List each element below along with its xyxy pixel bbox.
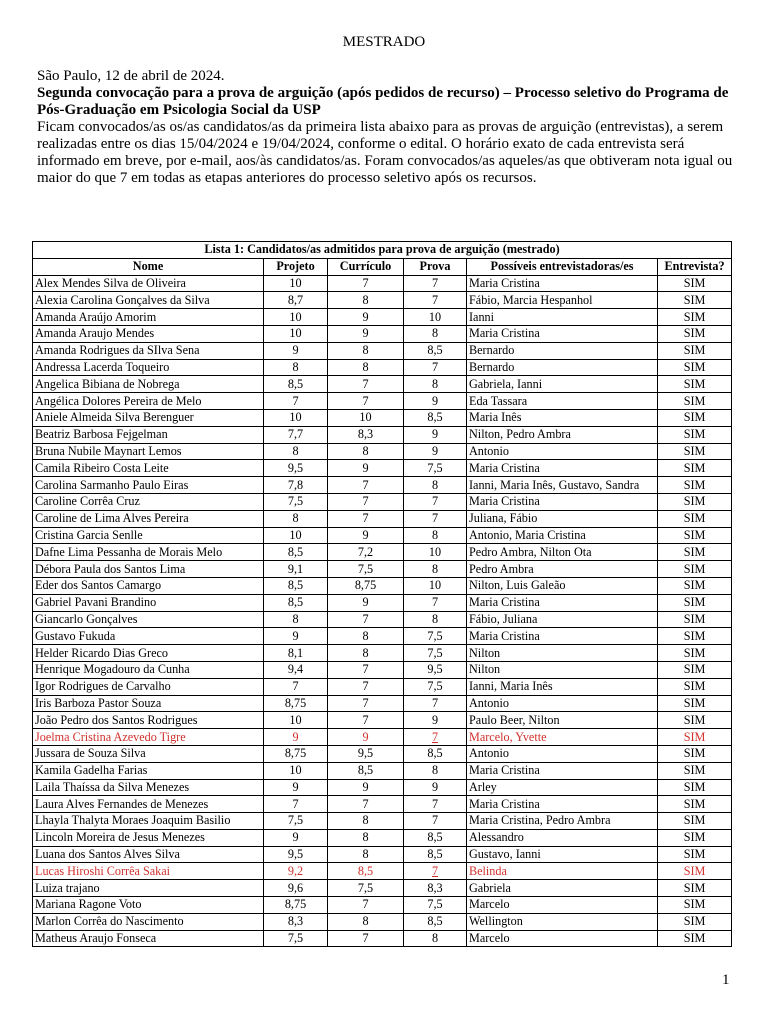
cell-projeto: 8 bbox=[264, 510, 328, 527]
candidates-table bbox=[32, 241, 732, 947]
cell-projeto: 8,75 bbox=[264, 745, 328, 762]
cell-curriculo: 8 bbox=[328, 342, 404, 359]
cell-entrevista: SIM bbox=[658, 863, 732, 880]
cell-entrevista: SIM bbox=[658, 930, 732, 947]
cell-curriculo: 7,2 bbox=[328, 544, 404, 561]
cell-nome: Amanda Araújo Amorim bbox=[33, 309, 264, 326]
cell-entrevista: SIM bbox=[658, 813, 732, 830]
cell-projeto: 7,5 bbox=[264, 813, 328, 830]
cell-curriculo: 7 bbox=[328, 477, 404, 494]
table-row bbox=[33, 510, 732, 527]
cell-prova: 8,5 bbox=[404, 846, 467, 863]
cell-prova: 7 bbox=[404, 510, 467, 527]
cell-entrevista: SIM bbox=[658, 275, 732, 292]
cell-projeto: 9,4 bbox=[264, 661, 328, 678]
cell-entrevista: SIM bbox=[658, 645, 732, 662]
cell-prova: 8,5 bbox=[404, 829, 467, 846]
cell-projeto: 7,8 bbox=[264, 477, 328, 494]
cell-projeto: 9 bbox=[264, 729, 328, 746]
cell-prova: 8,5 bbox=[404, 745, 467, 762]
cell-entrevista: SIM bbox=[658, 729, 732, 746]
cell-prova bbox=[404, 863, 467, 880]
cell-projeto: 9,1 bbox=[264, 561, 328, 578]
cell-nome: Matheus Araujo Fonseca bbox=[33, 930, 264, 947]
cell-nome: Alex Mendes Silva de Oliveira bbox=[33, 275, 264, 292]
underlined-score: 7 bbox=[431, 863, 439, 878]
cell-entrevistadores: Paulo Beer, Nilton bbox=[467, 712, 658, 729]
cell-nome: Jussara de Souza Silva bbox=[33, 745, 264, 762]
cell-nome: Luiza trajano bbox=[33, 880, 264, 897]
cell-entrevista: SIM bbox=[658, 594, 732, 611]
cell-nome: Eder dos Santos Camargo bbox=[33, 577, 264, 594]
cell-entrevistadores: Ianni, Maria Inês bbox=[467, 678, 658, 695]
table-row bbox=[33, 409, 732, 426]
document-title: Segunda convocação para a prova de arguição (após pedidos de recurso) – Processo seletivo do Programa de Pós-Graduação em Psicologia Social da USP bbox=[37, 85, 729, 118]
cell-curriculo: 8,3 bbox=[328, 426, 404, 443]
cell-entrevistadores: Gabriela bbox=[467, 880, 658, 897]
table-row bbox=[33, 309, 732, 326]
cell-nome: Giancarlo Gonçalves bbox=[33, 611, 264, 628]
cell-entrevistadores: Maria Cristina bbox=[467, 460, 658, 477]
cell-entrevistadores: Antonio, Maria Cristina bbox=[467, 527, 658, 544]
cell-entrevistadores: Juliana, Fábio bbox=[467, 510, 658, 527]
table-row bbox=[33, 695, 732, 712]
cell-entrevistadores: Arley bbox=[467, 779, 658, 796]
cell-entrevistadores: Maria Cristina bbox=[467, 628, 658, 645]
cell-nome: Luana dos Santos Alves Silva bbox=[33, 846, 264, 863]
table-row bbox=[33, 645, 732, 662]
cell-projeto: 8,5 bbox=[264, 544, 328, 561]
cell-curriculo: 9 bbox=[328, 309, 404, 326]
cell-prova: 9 bbox=[404, 443, 467, 460]
cell-curriculo: 9 bbox=[328, 594, 404, 611]
table-row bbox=[33, 897, 732, 914]
cell-curriculo: 10 bbox=[328, 409, 404, 426]
cell-entrevistadores: Maria Inês bbox=[467, 409, 658, 426]
cell-entrevista: SIM bbox=[658, 426, 732, 443]
cell-entrevista: SIM bbox=[658, 611, 732, 628]
cell-curriculo: 7 bbox=[328, 897, 404, 914]
cell-entrevista: SIM bbox=[658, 460, 732, 477]
cell-entrevistadores: Maria Cristina, Pedro Ambra bbox=[467, 813, 658, 830]
cell-curriculo: 7 bbox=[328, 275, 404, 292]
cell-projeto: 8,75 bbox=[264, 695, 328, 712]
cell-nome: Laura Alves Fernandes de Menezes bbox=[33, 796, 264, 813]
table-caption: Lista 1: Candidatos/as admitidos para prova de arguição (mestrado) bbox=[33, 242, 732, 259]
table-row bbox=[33, 712, 732, 729]
cell-curriculo: 9 bbox=[328, 729, 404, 746]
cell-prova: 7 bbox=[404, 695, 467, 712]
cell-curriculo: 8 bbox=[328, 443, 404, 460]
cell-nome: Angelica Bibiana de Nobrega bbox=[33, 376, 264, 393]
cell-prova: 8 bbox=[404, 325, 467, 342]
cell-entrevista: SIM bbox=[658, 745, 732, 762]
cell-entrevistadores: Maria Cristina bbox=[467, 762, 658, 779]
table-row bbox=[33, 359, 732, 376]
cell-projeto: 7 bbox=[264, 678, 328, 695]
table-row bbox=[33, 342, 732, 359]
cell-projeto: 7 bbox=[264, 393, 328, 410]
cell-entrevistadores: Marcelo, Yvette bbox=[467, 729, 658, 746]
cell-nome: Igor Rodrigues de Carvalho bbox=[33, 678, 264, 695]
cell-entrevista: SIM bbox=[658, 880, 732, 897]
cell-entrevistadores: Maria Cristina bbox=[467, 275, 658, 292]
table-row bbox=[33, 477, 732, 494]
body-paragraph: Ficam convocados/as os/as candidatos/as da primeira lista abaixo para as provas de arguição (entrevistas), a serem realizadas entre os dias 15/04/2024 e 19/04/2024, conforme o edital. O horário exato de cada entrevista será informado em breve, por e-mail, aos/às candidatos/as. Foram convocados/as aqueles/as que obtiveram nota igual ou maior do que 7 em todas as etapas anteriores do processo seletivo após os recursos. bbox=[37, 119, 733, 186]
table-row bbox=[33, 880, 732, 897]
cell-entrevistadores: Alessandro bbox=[467, 829, 658, 846]
cell-prova: 8 bbox=[404, 527, 467, 544]
cell-projeto: 9 bbox=[264, 829, 328, 846]
cell-projeto: 7,5 bbox=[264, 493, 328, 510]
cell-entrevistadores: Ianni, Maria Inês, Gustavo, Sandra bbox=[467, 477, 658, 494]
header-projeto: Projeto bbox=[264, 258, 328, 275]
cell-entrevistadores: Marcelo bbox=[467, 930, 658, 947]
table-row bbox=[33, 678, 732, 695]
cell-entrevistadores: Fábio, Juliana bbox=[467, 611, 658, 628]
cell-curriculo: 9 bbox=[328, 779, 404, 796]
cell-entrevistadores: Antonio bbox=[467, 695, 658, 712]
cell-prova: 9,5 bbox=[404, 661, 467, 678]
cell-entrevistadores: Maria Cristina bbox=[467, 325, 658, 342]
cell-entrevistadores: Pedro Ambra, Nilton Ota bbox=[467, 544, 658, 561]
table-row bbox=[33, 426, 732, 443]
cell-curriculo: 7 bbox=[328, 796, 404, 813]
cell-projeto: 10 bbox=[264, 275, 328, 292]
cell-prova: 8 bbox=[404, 561, 467, 578]
cell-entrevistadores: Maria Cristina bbox=[467, 493, 658, 510]
cell-entrevista: SIM bbox=[658, 292, 732, 309]
cell-projeto: 7,7 bbox=[264, 426, 328, 443]
table-row bbox=[33, 376, 732, 393]
cell-nome: Caroline Corrêa Cruz bbox=[33, 493, 264, 510]
cell-prova: 8 bbox=[404, 376, 467, 393]
cell-entrevistadores: Nilton, Pedro Ambra bbox=[467, 426, 658, 443]
table-row bbox=[33, 930, 732, 947]
cell-prova: 8 bbox=[404, 930, 467, 947]
cell-nome: Gustavo Fukuda bbox=[33, 628, 264, 645]
cell-prova: 8,3 bbox=[404, 880, 467, 897]
cell-projeto: 10 bbox=[264, 712, 328, 729]
cell-projeto: 9 bbox=[264, 779, 328, 796]
cell-nome: Laila Thaíssa da Silva Menezes bbox=[33, 779, 264, 796]
cell-entrevistadores: Nilton, Luis Galeão bbox=[467, 577, 658, 594]
table-row bbox=[33, 460, 732, 477]
cell-entrevista: SIM bbox=[658, 443, 732, 460]
cell-entrevistadores: Antonio bbox=[467, 745, 658, 762]
cell-prova: 9 bbox=[404, 393, 467, 410]
cell-prova: 7 bbox=[404, 594, 467, 611]
table-row bbox=[33, 913, 732, 930]
cell-projeto: 9,6 bbox=[264, 880, 328, 897]
cell-prova bbox=[404, 729, 467, 746]
table-row bbox=[33, 863, 732, 880]
table-header-row bbox=[33, 258, 732, 275]
table-row bbox=[33, 745, 732, 762]
cell-entrevista: SIM bbox=[658, 393, 732, 410]
cell-nome: Helder Ricardo Dias Greco bbox=[33, 645, 264, 662]
cell-projeto: 8,7 bbox=[264, 292, 328, 309]
cell-nome: Beatriz Barbosa Fejgelman bbox=[33, 426, 264, 443]
cell-prova: 7 bbox=[404, 275, 467, 292]
cell-nome: Marlon Corrêa do Nascimento bbox=[33, 913, 264, 930]
cell-entrevista: SIM bbox=[658, 477, 732, 494]
cell-prova: 8,5 bbox=[404, 342, 467, 359]
cell-entrevistadores: Antonio bbox=[467, 443, 658, 460]
table-row bbox=[33, 779, 732, 796]
table-row bbox=[33, 661, 732, 678]
table-row bbox=[33, 796, 732, 813]
cell-projeto: 10 bbox=[264, 309, 328, 326]
cell-entrevista: SIM bbox=[658, 325, 732, 342]
cell-entrevistadores: Maria Cristina bbox=[467, 594, 658, 611]
cell-curriculo: 7 bbox=[328, 510, 404, 527]
cell-curriculo: 8 bbox=[328, 359, 404, 376]
cell-curriculo: 7 bbox=[328, 611, 404, 628]
date-line: São Paulo, 12 de abril de 2024. bbox=[37, 68, 225, 84]
cell-nome: Dafne Lima Pessanha de Morais Melo bbox=[33, 544, 264, 561]
cell-entrevistadores: Maria Cristina bbox=[467, 796, 658, 813]
cell-entrevista: SIM bbox=[658, 359, 732, 376]
cell-entrevistadores: Fábio, Marcia Hespanhol bbox=[467, 292, 658, 309]
cell-curriculo: 8 bbox=[328, 829, 404, 846]
cell-curriculo: 8,5 bbox=[328, 863, 404, 880]
table-row bbox=[33, 813, 732, 830]
page-number: 1 bbox=[722, 972, 730, 988]
intro-section bbox=[37, 68, 737, 187]
cell-curriculo: 7 bbox=[328, 930, 404, 947]
cell-entrevista: SIM bbox=[658, 829, 732, 846]
cell-curriculo: 7 bbox=[328, 376, 404, 393]
cell-projeto: 8 bbox=[264, 443, 328, 460]
cell-projeto: 10 bbox=[264, 762, 328, 779]
cell-nome: Aniele Almeida Silva Berenguer bbox=[33, 409, 264, 426]
table-row bbox=[33, 762, 732, 779]
cell-curriculo: 8 bbox=[328, 645, 404, 662]
table-row bbox=[33, 527, 732, 544]
cell-prova: 8,5 bbox=[404, 913, 467, 930]
cell-prova: 9 bbox=[404, 779, 467, 796]
cell-entrevistadores: Ianni bbox=[467, 309, 658, 326]
table-row bbox=[33, 611, 732, 628]
cell-projeto: 7,5 bbox=[264, 930, 328, 947]
cell-entrevista: SIM bbox=[658, 493, 732, 510]
cell-prova: 10 bbox=[404, 309, 467, 326]
cell-projeto: 8,5 bbox=[264, 594, 328, 611]
cell-entrevistadores: Wellington bbox=[467, 913, 658, 930]
header-entrevista: Entrevista? bbox=[658, 258, 732, 275]
cell-prova: 7 bbox=[404, 493, 467, 510]
cell-nome: Cristina Garcia Senlle bbox=[33, 527, 264, 544]
table-row bbox=[33, 544, 732, 561]
cell-entrevista: SIM bbox=[658, 678, 732, 695]
cell-projeto: 9 bbox=[264, 628, 328, 645]
cell-prova: 9 bbox=[404, 712, 467, 729]
cell-prova: 10 bbox=[404, 544, 467, 561]
table-row bbox=[33, 829, 732, 846]
cell-nome: Iris Barboza Pastor Souza bbox=[33, 695, 264, 712]
cell-entrevista: SIM bbox=[658, 695, 732, 712]
cell-prova: 7 bbox=[404, 359, 467, 376]
cell-prova: 7,5 bbox=[404, 897, 467, 914]
table-row bbox=[33, 493, 732, 510]
cell-projeto: 9 bbox=[264, 342, 328, 359]
cell-entrevistadores: Eda Tassara bbox=[467, 393, 658, 410]
cell-curriculo: 8 bbox=[328, 628, 404, 645]
cell-nome: Lhayla Thalyta Moraes Joaquim Basilio bbox=[33, 813, 264, 830]
cell-prova: 7 bbox=[404, 813, 467, 830]
cell-projeto: 8 bbox=[264, 359, 328, 376]
cell-entrevistadores: Bernardo bbox=[467, 359, 658, 376]
header-entrevistadores: Possíveis entrevistadoras/es bbox=[467, 258, 658, 275]
cell-nome: Lucas Hiroshi Corrêa Sakai bbox=[33, 863, 264, 880]
cell-prova: 7,5 bbox=[404, 645, 467, 662]
cell-prova: 8 bbox=[404, 762, 467, 779]
table-row bbox=[33, 729, 732, 746]
cell-entrevista: SIM bbox=[658, 762, 732, 779]
cell-nome: Joelma Cristina Azevedo Tigre bbox=[33, 729, 264, 746]
cell-entrevista: SIM bbox=[658, 309, 732, 326]
table-row bbox=[33, 292, 732, 309]
cell-entrevistadores: Marcelo bbox=[467, 897, 658, 914]
document-heading: MESTRADO bbox=[342, 34, 426, 50]
cell-curriculo: 9 bbox=[328, 527, 404, 544]
table-row bbox=[33, 846, 732, 863]
table-row bbox=[33, 561, 732, 578]
cell-entrevista: SIM bbox=[658, 409, 732, 426]
cell-entrevistadores: Gabriela, Ianni bbox=[467, 376, 658, 393]
table-row bbox=[33, 443, 732, 460]
cell-entrevista: SIM bbox=[658, 712, 732, 729]
cell-entrevista: SIM bbox=[658, 342, 732, 359]
cell-entrevista: SIM bbox=[658, 897, 732, 914]
cell-nome: Débora Paula dos Santos Lima bbox=[33, 561, 264, 578]
cell-curriculo: 9 bbox=[328, 460, 404, 477]
cell-entrevistadores: Gustavo, Ianni bbox=[467, 846, 658, 863]
cell-nome: Carolina Sarmanho Paulo Eiras bbox=[33, 477, 264, 494]
cell-nome: Gabriel Pavani Brandino bbox=[33, 594, 264, 611]
cell-entrevistadores: Belinda bbox=[467, 863, 658, 880]
cell-curriculo: 8 bbox=[328, 813, 404, 830]
cell-curriculo: 7 bbox=[328, 695, 404, 712]
cell-entrevista: SIM bbox=[658, 628, 732, 645]
cell-curriculo: 9 bbox=[328, 325, 404, 342]
cell-projeto: 10 bbox=[264, 409, 328, 426]
cell-entrevista: SIM bbox=[658, 577, 732, 594]
cell-entrevista: SIM bbox=[658, 846, 732, 863]
cell-nome: Henrique Mogadouro da Cunha bbox=[33, 661, 264, 678]
cell-curriculo: 7,5 bbox=[328, 880, 404, 897]
cell-prova: 7,5 bbox=[404, 678, 467, 695]
cell-nome: Andressa Lacerda Toqueiro bbox=[33, 359, 264, 376]
cell-curriculo: 7 bbox=[328, 661, 404, 678]
cell-prova: 7 bbox=[404, 292, 467, 309]
cell-curriculo: 7 bbox=[328, 712, 404, 729]
table-row bbox=[33, 325, 732, 342]
table-row bbox=[33, 577, 732, 594]
underlined-score: 7 bbox=[431, 729, 439, 744]
cell-prova: 7,5 bbox=[404, 628, 467, 645]
cell-projeto: 9,5 bbox=[264, 846, 328, 863]
cell-nome: Amanda Araujo Mendes bbox=[33, 325, 264, 342]
cell-entrevista: SIM bbox=[658, 544, 732, 561]
table-body bbox=[33, 275, 732, 947]
table-row bbox=[33, 628, 732, 645]
cell-projeto: 8,5 bbox=[264, 577, 328, 594]
cell-prova: 10 bbox=[404, 577, 467, 594]
cell-nome: Amanda Rodrigues da SIlva Sena bbox=[33, 342, 264, 359]
table-row bbox=[33, 594, 732, 611]
cell-nome: Lincoln Moreira de Jesus Menezes bbox=[33, 829, 264, 846]
cell-entrevistadores: Pedro Ambra bbox=[467, 561, 658, 578]
cell-prova: 7,5 bbox=[404, 460, 467, 477]
cell-curriculo: 9,5 bbox=[328, 745, 404, 762]
cell-entrevistadores: Nilton bbox=[467, 661, 658, 678]
header-curriculo: Currículo bbox=[328, 258, 404, 275]
cell-projeto: 10 bbox=[264, 527, 328, 544]
cell-entrevistadores: Bernardo bbox=[467, 342, 658, 359]
cell-curriculo: 7 bbox=[328, 493, 404, 510]
cell-projeto: 8,75 bbox=[264, 897, 328, 914]
cell-entrevista: SIM bbox=[658, 913, 732, 930]
cell-curriculo: 8,75 bbox=[328, 577, 404, 594]
cell-prova: 8 bbox=[404, 611, 467, 628]
cell-nome: Caroline de Lima Alves Pereira bbox=[33, 510, 264, 527]
cell-curriculo: 8,5 bbox=[328, 762, 404, 779]
cell-entrevista: SIM bbox=[658, 779, 732, 796]
cell-prova: 9 bbox=[404, 426, 467, 443]
cell-prova: 8,5 bbox=[404, 409, 467, 426]
header-prova: Prova bbox=[404, 258, 467, 275]
table-row bbox=[33, 275, 732, 292]
cell-curriculo: 8 bbox=[328, 292, 404, 309]
cell-curriculo: 8 bbox=[328, 913, 404, 930]
cell-entrevista: SIM bbox=[658, 376, 732, 393]
cell-prova: 8 bbox=[404, 477, 467, 494]
cell-projeto: 8,3 bbox=[264, 913, 328, 930]
cell-curriculo: 8 bbox=[328, 846, 404, 863]
cell-entrevista: SIM bbox=[658, 796, 732, 813]
cell-projeto: 8,1 bbox=[264, 645, 328, 662]
cell-curriculo: 7 bbox=[328, 393, 404, 410]
header-nome: Nome bbox=[33, 258, 264, 275]
cell-curriculo: 7 bbox=[328, 678, 404, 695]
cell-nome: Bruna Nubile Maynart Lemos bbox=[33, 443, 264, 460]
cell-projeto: 8,5 bbox=[264, 376, 328, 393]
table-row bbox=[33, 393, 732, 410]
cell-nome: Angélica Dolores Pereira de Melo bbox=[33, 393, 264, 410]
cell-projeto: 8 bbox=[264, 611, 328, 628]
cell-curriculo: 7,5 bbox=[328, 561, 404, 578]
cell-nome: Alexia Carolina Gonçalves da Silva bbox=[33, 292, 264, 309]
cell-projeto: 9,5 bbox=[264, 460, 328, 477]
cell-projeto: 9,2 bbox=[264, 863, 328, 880]
cell-entrevista: SIM bbox=[658, 661, 732, 678]
cell-entrevistadores: Nilton bbox=[467, 645, 658, 662]
cell-entrevista: SIM bbox=[658, 510, 732, 527]
cell-entrevista: SIM bbox=[658, 527, 732, 544]
cell-projeto: 10 bbox=[264, 325, 328, 342]
cell-entrevista: SIM bbox=[658, 561, 732, 578]
cell-nome: João Pedro dos Santos Rodrigues bbox=[33, 712, 264, 729]
cell-prova: 7 bbox=[404, 796, 467, 813]
cell-nome: Camila Ribeiro Costa Leite bbox=[33, 460, 264, 477]
cell-nome: Mariana Ragone Voto bbox=[33, 897, 264, 914]
cell-projeto: 7 bbox=[264, 796, 328, 813]
cell-nome: Kamila Gadelha Farias bbox=[33, 762, 264, 779]
